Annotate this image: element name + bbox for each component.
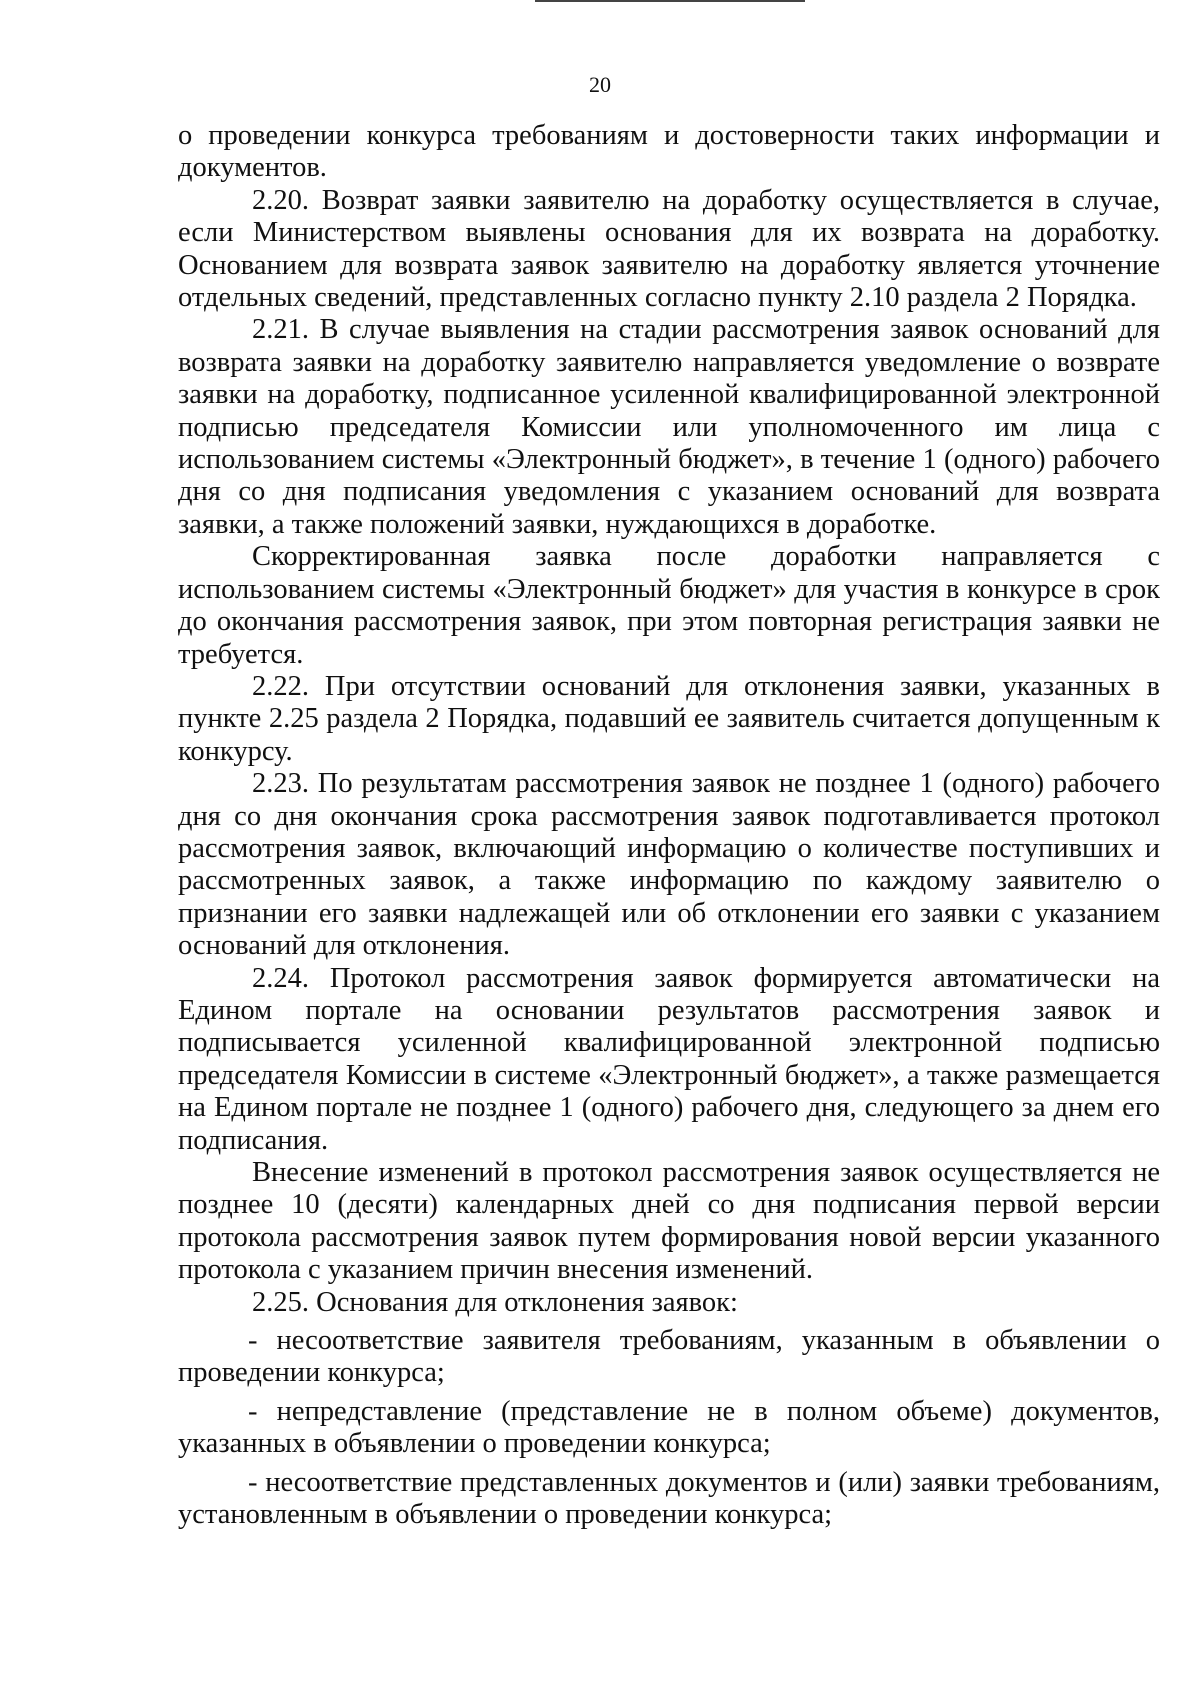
- paragraph-2-25: 2.25. Основания для отклонения заявок:: [252, 1286, 738, 1318]
- paragraph-protocol-changes: Внесение изменений в протокол рассмотрения заявок осуществляется не позднее 10 (десяти) календарных дней со дня подписания первой версии протокола рассмотрения заявок путем формирования новой версии указанного протокола с указанием причин внесения изменений.: [178, 1157, 1160, 1286]
- rejection-reason-item: - несоответствие представленных документов и (или) заявки требованиям, установленным в объявлении о проведении конкурса;: [178, 1466, 1160, 1531]
- paragraph-corrected-application: Скорректированная заявка после доработки направляется с использованием системы «Электронный бюджет» для участия в конкурсе в срок до окончания рассмотрения заявок, при этом повторная регистрация заявки не требуется.: [178, 541, 1160, 670]
- rejection-reason-item: - несоответствие заявителя требованиям, указанным в объявлении о проведении конкурса;: [178, 1325, 1160, 1389]
- paragraph-2-20: 2.20. Возврат заявки заявителю на доработку осуществляется в случае, если Министерством выявлены основания для их возврата на доработку. Основанием для возврата заявок заявителю на доработку является уточнение отдельных сведений, представленных согласно пункту 2.10 раздела 2 Порядка.: [178, 184, 1160, 314]
- paragraph-2-21: 2.21. В случае выявления на стадии рассмотрения заявок оснований для возврата заявки на доработку заявителю направляется уведомление о возврате заявки на доработку, подписанное усиленной квалифицированной электронной подписью председателя Комиссии или уполномоченного им лица с использованием системы «Электронный бюджет», в течение 1 (одного) рабочего дня со дня подписания уведомления с указанием оснований для возврата заявки, а также положений заявки, нуждающихся в доработке.: [178, 314, 1160, 540]
- top-edge-rule: [535, 0, 805, 2]
- paragraph-2-22: 2.22. При отсутствии оснований для отклонения заявки, указанных в пункте 2.25 раздела 2 Порядка, подавший ее заявитель считается допущенным к конкурсу.: [178, 670, 1160, 767]
- paragraph-2-24: 2.24. Протокол рассмотрения заявок формируется автоматически на Едином портале на основании результатов рассмотрения заявок и подписывается усиленной квалифицированной электронной подписью председателя Комиссии в системе «Электронный бюджет», а также размещается на Едином портале не позднее 1 (одного) рабочего дня, следующего за днем его подписания.: [178, 962, 1160, 1156]
- page-number: 20: [589, 72, 611, 97]
- paragraph-2-23: 2.23. По результатам рассмотрения заявок не позднее 1 (одного) рабочего дня со дня окончания срока рассмотрения заявок подготавливается протокол рассмотрения заявок, включающий информацию о количестве поступивших и рассмотренных заявок, а также информацию по каждому заявителю о признании его заявки надлежащей или об отклонении его заявки с указанием оснований для отклонения.: [178, 768, 1160, 962]
- paragraph-continuation: о проведении конкурса требованиям и достоверности таких информации и документов.: [178, 120, 1160, 184]
- rejection-reason-item: - непредставление (представление не в полном объеме) документов, указанных в объявлении о проведении конкурса;: [178, 1395, 1160, 1460]
- document-body: [178, 120, 1160, 1531]
